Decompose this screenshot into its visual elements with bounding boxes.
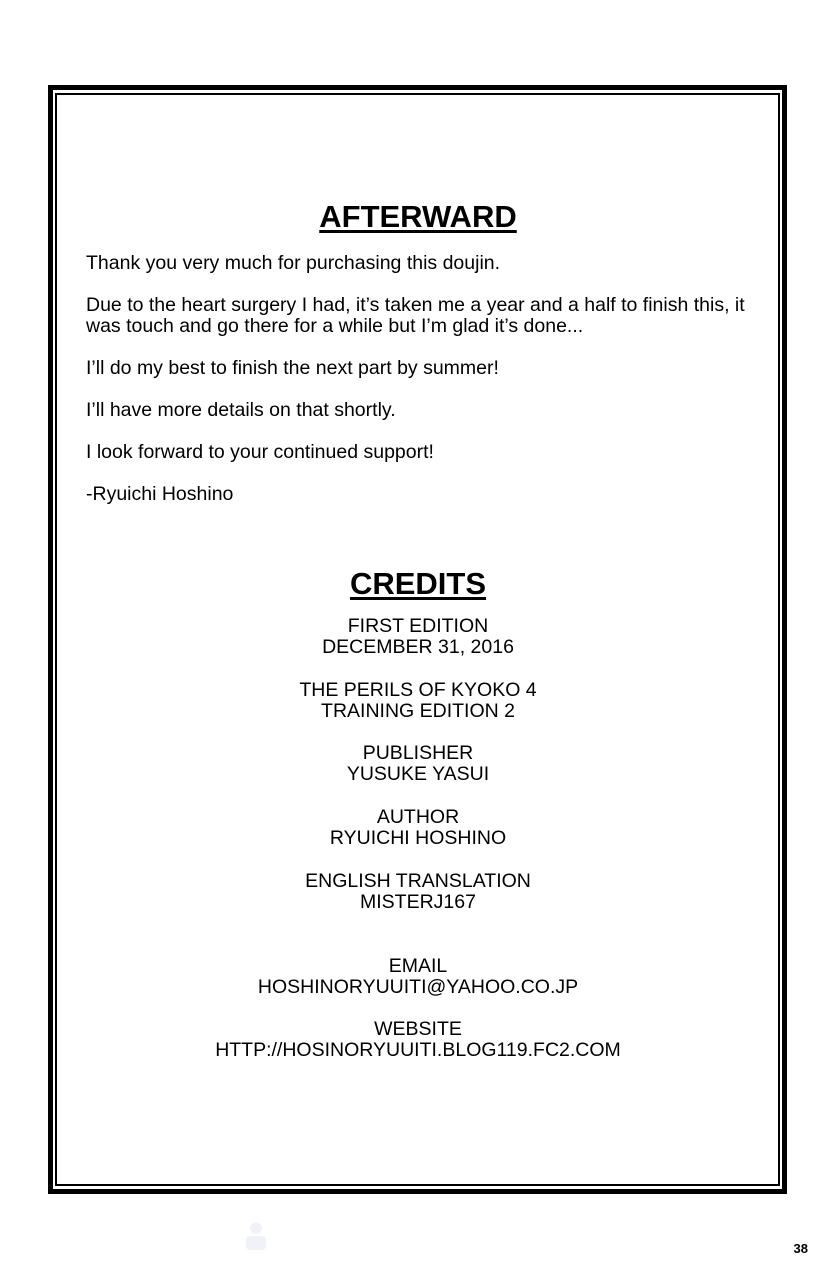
credit-email — [0, 956, 836, 998]
credit-edition-date: DECEMBER 31, 2016 — [322, 636, 514, 658]
afterward-signature: -Ryuichi Hoshino — [86, 483, 234, 505]
credit-work-subtitle: TRAINING EDITION 2 — [321, 700, 515, 722]
credits-heading: CREDITS — [349, 566, 487, 601]
afterward-paragraph-surgery: Due to the heart surgery I had, it’s taken me a year and a half to finish this, it was touch and go there for a while but I’m glad it’s done... — [86, 294, 745, 337]
page-number: 38 — [793, 1241, 808, 1256]
credit-translation-label: ENGLISH TRANSLATION — [305, 870, 531, 892]
credit-website — [0, 1019, 836, 1061]
credit-author-label: AUTHOR — [376, 806, 460, 828]
credit-translation — [0, 871, 836, 913]
credit-author-value: RYUICHI HOSHINO — [329, 827, 507, 849]
credit-website-label: WEBSITE — [374, 1018, 462, 1040]
afterward-heading: AFTERWARD — [319, 199, 517, 234]
faint-watermark-mark — [240, 1218, 272, 1252]
credit-publisher-value: YUSUKE YASUI — [346, 763, 490, 785]
credit-edition-label: FIRST EDITION — [347, 615, 489, 637]
credit-publisher-label: PUBLISHER — [362, 742, 474, 764]
credit-translation-value: MISTERJ167 — [360, 891, 476, 913]
credit-email-value: HOSHINORYUUITI@YAHOO.CO.JP — [257, 976, 579, 998]
afterward-paragraph-details: I’ll have more details on that shortly. — [86, 399, 396, 421]
credit-website-value: HTTP://HOSINORYUUITI.BLOG119.FC2.COM — [215, 1039, 621, 1061]
credit-publisher — [0, 743, 836, 785]
credit-email-label: EMAIL — [388, 955, 448, 977]
afterward-paragraph-thanks: Thank you very much for purchasing this doujin. — [86, 252, 501, 274]
afterward-paragraph-next-part: I’ll do my best to finish the next part by summer! — [86, 357, 499, 379]
credit-edition — [0, 616, 836, 658]
credit-author — [0, 807, 836, 849]
afterward-body — [86, 253, 756, 526]
credit-work — [0, 680, 836, 722]
afterward-paragraph-support: I look forward to your continued support! — [86, 441, 434, 463]
credit-work-title: THE PERILS OF KYOKO 4 — [299, 679, 537, 701]
